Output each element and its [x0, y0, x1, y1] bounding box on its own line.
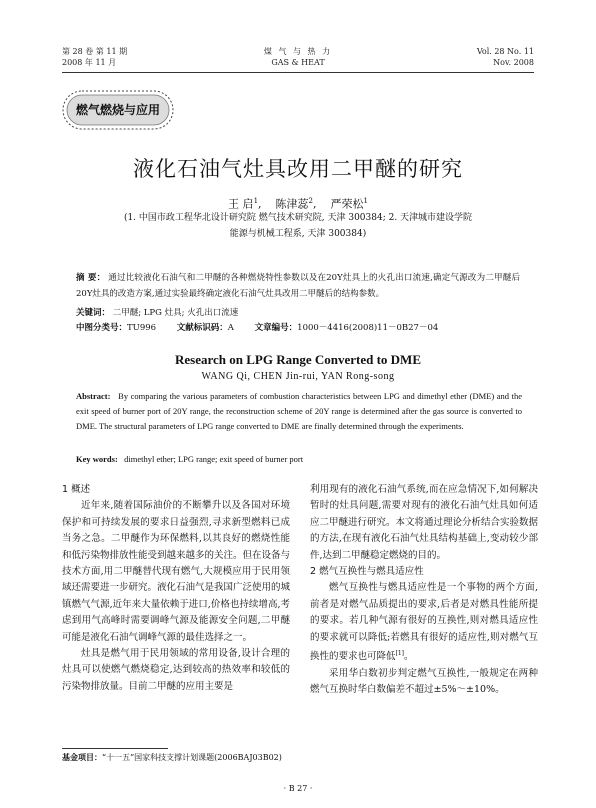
english-authors: WANG Qi, CHEN Jin-rui, YAN Rong-song [201, 371, 395, 382]
journal-name-en: GAS & HEAT [271, 58, 325, 67]
author-1: 王 启 [228, 197, 254, 211]
keywords-cn-text: 二甲醚; LPG 灶具; 火孔出口流速 [112, 308, 239, 318]
affiliation-line-2: 能源与机械工程系, 天津 300384) [229, 229, 367, 239]
abstract-cn [76, 270, 520, 302]
page-number: · B 27 · [283, 784, 313, 793]
abstract-en-label: Abstract: [76, 391, 111, 401]
article-number-value: 1000－4416(2008)11－0B27－04 [297, 323, 439, 333]
affiliation [70, 210, 526, 242]
publication-date: 2008 年 11 月 [62, 58, 117, 67]
abstract-cn-label: 摘 要： [76, 273, 106, 283]
abstract-en-text: By comparing the various parameters of combustion characteristics between LPG and dimethyl ether (DME) and the exit speed of burner port of 20Y range, the reconstruction scheme of 20Y range is determined after the gas source is converted to DME. The structural parameters of LPG range converted to DME are finally determined through the experiments. [76, 391, 522, 431]
volume-issue-en: Vol. 28 No. 11 [476, 47, 534, 56]
section-2-paragraph-2: 采用华白数初步判定燃气互换性,一般规定在两种燃气互换时华白数偏差不超过±5%～±10%。 [310, 667, 538, 696]
footnote-divider [62, 748, 168, 749]
clc-value: TU996 [127, 323, 157, 333]
section-1-paragraph-2: 灶具是燃气用于民用领域的常用设备,设计合理的灶具可以使燃气燃烧稳定,达到较高的热效率和较低的污染物排放量。目前二甲醚的应用主要是 [62, 648, 290, 692]
article-number-label: 文章编号： [254, 323, 298, 333]
section-2-paragraph-1 [310, 580, 538, 665]
paper-title: 液化石油气灶具改用二甲醚的研究 [133, 157, 463, 181]
section-2-heading: 2 燃气互换性与燃具适应性 [310, 566, 424, 578]
section-tag [62, 90, 174, 130]
doc-code-label: 文献标识码： [176, 323, 228, 333]
section-2-paragraph-1-text: 燃气互换性与燃具适应性是一个事物的两个方面,前者是对燃气品质提出的要求,后者是对燃具性能所提的要求。若几种气源有很好的互换性,则对燃具适应性的要求就可以降低;若燃具有很好的适应性,则对燃气互换性的要求也可降低 [310, 582, 538, 663]
doc-code-value: A [227, 323, 234, 333]
affiliation-line-1: (1. 中国市政工程华北设计研究院 燃气技术研究院, 天津 300384; 2. 天津城市建设学院 [123, 213, 473, 223]
publication-date-en: Nov. 2008 [493, 58, 534, 67]
keywords-en-label: Key words: [76, 454, 118, 464]
keywords-en [76, 453, 522, 466]
author-3-affil: 1 [363, 197, 368, 205]
author-list: 王 启$^1$, 陈津蕊$^2$, 严荣松$^1$ [228, 197, 368, 211]
footnote-text: “十一五”国家科技支撑计划课题(2006BAJ03B02) [102, 753, 282, 762]
section-2-paragraph-1-end: 。 [404, 651, 414, 663]
journal-name-cn: 煤 气 与 热 力 [263, 47, 333, 56]
keywords-en-text: dimethyl ether; LPG range; exit speed of burner port [124, 454, 304, 464]
header-divider [62, 72, 534, 73]
section-1-paragraph-3: 利用现有的液化石油气系统,而在应急情况下,如何解决暂时的灶具问题,需要对现有的液化石油气灶具如何适应二甲醚进行研究。本文将通过理论分析结合实验数据的方法,在现有液化石油气灶具结构基础上,变动较少部件,达到二甲醚稳定燃烧的目的。 [310, 484, 539, 561]
keywords-cn [76, 306, 520, 320]
footnote-funding [62, 752, 282, 764]
author-2-affil: 2 [308, 197, 313, 205]
footnote-label: 基金项目： [62, 753, 102, 762]
english-title: Research on LPG Range Converted to DME [174, 352, 421, 367]
section-1-paragraph-1: 近年来,随着国际油价的不断攀升以及各国对环境保护和可持续发展的要求日益强烈,寻求新型燃料已成当务之急。二甲醚作为环保燃料,以其良好的燃烧性能和低污染物排放性能受到越来越多的关注。但在设备与技术方面,用二甲醚替代现有燃气,大规模应用于民用领域还需要进一步研究。液化石油气是我国广泛使用的城镇燃气气源,近年来大量依赖于进口,价格也持续增高,考虑到用气高峰时需要调峰气源及能源安全问题,二甲醚可能是液化石油气调峰气源的最佳选择之一。 [62, 500, 291, 643]
body-column-right [310, 482, 538, 698]
author-1-affil: 1 [253, 197, 259, 205]
clc-label: 中图分类号： [76, 323, 128, 333]
section-tag-label: 燃气燃烧与应用 [75, 103, 160, 117]
journal-volume-info-en [477, 46, 534, 68]
keywords-cn-label: 关键词： [76, 308, 111, 318]
section-1-heading: 1 概述 [62, 484, 91, 495]
abstract-cn-text: 通过比较液化石油气和二甲醚的各种燃烧特性参数以及在20Y灶具上的火孔出口流速,确定气源改为二甲醚后20Y灶具的改造方案,通过实验最终确定液化石油气灶具改用二甲醚后的结构参数。 [76, 273, 520, 299]
author-3: 严荣松 [330, 197, 364, 211]
abstract-en [76, 389, 522, 433]
author-2: 陈津蕊 [275, 197, 309, 211]
volume-issue: 第 28 卷 第 11 期 [62, 47, 128, 56]
body-column-left [62, 482, 290, 695]
citation-ref: [1] [395, 650, 405, 658]
classification-line [76, 321, 536, 335]
